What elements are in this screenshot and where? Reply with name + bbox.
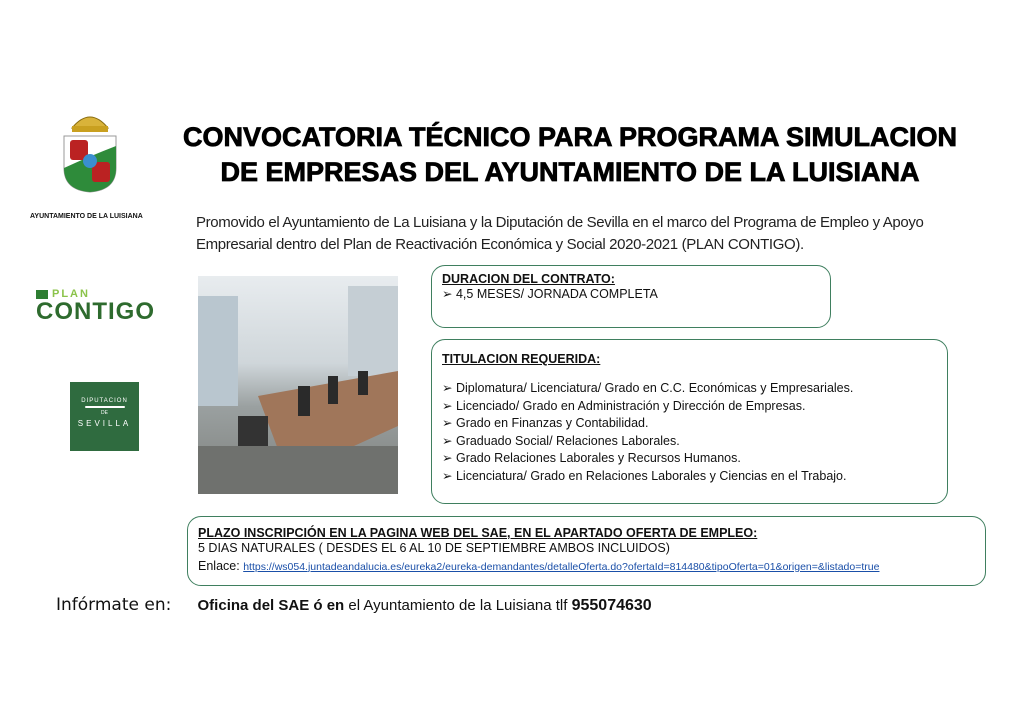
footer-info (56, 595, 652, 615)
title-line-1: CONVOCATORIA TÉCNICO PARA PROGRAMA SIMULACION (183, 122, 957, 152)
informate-label: Infórmate en: (56, 595, 172, 615)
bullet-arrow-icon: ➢ (442, 468, 453, 483)
duracion-heading: DURACION DEL CONTRATO: (442, 272, 615, 286)
plazo-heading: PLAZO INSCRIPCIÓN EN LA PAGINA WEB DEL SAE, EN EL APARTADO OFERTA DE EMPLEO: (198, 526, 758, 540)
list-item (442, 398, 937, 416)
de-label: DE (101, 410, 108, 416)
plazo-box (187, 516, 986, 586)
title-line-2: DE EMPRESAS DEL AYUNTAMIENTO DE LA LUISIANA (220, 157, 920, 187)
enlace-row (198, 558, 975, 577)
list-item (442, 415, 937, 433)
item-text: Grado Relaciones Laborales y Recursos Humanos. (455, 451, 741, 465)
ayuntamiento-label: AYUNTAMIENTO DE LA LUISIANA (30, 213, 143, 220)
page-title (120, 120, 1020, 190)
diputacion-sevilla-logo (70, 382, 139, 451)
contigo-label: CONTIGO (36, 298, 155, 325)
bullet-arrow-icon: ➢ (442, 398, 453, 413)
bullet-arrow-icon: ➢ (442, 451, 453, 465)
sevilla-label: SEVILLA (77, 419, 132, 428)
footer-text: el Ayuntamiento de la Luisiana tlf (344, 597, 572, 614)
duracion-box (431, 265, 831, 328)
item-text: Grado en Finanzas y Contabilidad. (455, 416, 649, 430)
item-text: Graduado Social/ Relaciones Laborales. (455, 433, 680, 448)
titulacion-heading: TITULACION REQUERIDA: (442, 352, 601, 366)
bullet-arrow-icon: ➢ (442, 287, 453, 301)
item-text: Licenciatura/ Grado en Relaciones Laborales y Ciencias en el Trabajo. (455, 468, 847, 483)
list-item (442, 450, 937, 468)
list-item (442, 468, 937, 486)
promo-text (196, 212, 996, 256)
item-text: 4,5 MESES/ JORNADA COMPLETA (455, 287, 658, 301)
bullet-arrow-icon: ➢ (442, 433, 453, 448)
titulacion-box (431, 339, 948, 504)
list-item (442, 433, 937, 451)
item-text: Diplomatura/ Licenciatura/ Grado en C.C. Económicas y Empresariales. (455, 381, 854, 395)
diputacion-label: DIPUTACION (81, 398, 128, 404)
list-item (442, 286, 820, 304)
enlace-label: Enlace: (198, 558, 240, 573)
phone-number: 955074630 (571, 597, 652, 614)
plan-contigo-logo (36, 288, 155, 324)
plan-label: PLAN (52, 288, 90, 300)
item-text: Licenciado/ Grado en Administración y Dirección de Empresas. (455, 398, 806, 413)
sae-offer-link[interactable]: https://ws054.juntadeandalucia.es/eureka2/eureka-demandantes/detalleOferta.do?ofertaId=814480&tipoOferta=01&origen=&listado=true (243, 560, 880, 573)
promo-line-2: Empresarial dentro del Plan de Reactivación Económica y Social 2020-2021 (PLAN CONTIGO). (196, 236, 804, 253)
promo-line-1: Promovido el Ayuntamiento de La Luisiana y la Diputación de Sevilla en el marco del Programa de Empleo y Apoyo (196, 214, 924, 231)
list-item (442, 380, 937, 398)
plazo-dias: 5 DIAS NATURALES ( DESDES EL 6 AL 10 DE SEPTIEMBRE AMBOS INCLUIDOS) (198, 541, 670, 555)
office-photo (198, 276, 398, 494)
oficina-sae-text: Oficina del SAE ó en (197, 597, 345, 614)
bullet-arrow-icon: ➢ (442, 381, 453, 395)
bullet-arrow-icon: ➢ (442, 416, 453, 430)
coat-of-arms-logo (60, 106, 120, 194)
